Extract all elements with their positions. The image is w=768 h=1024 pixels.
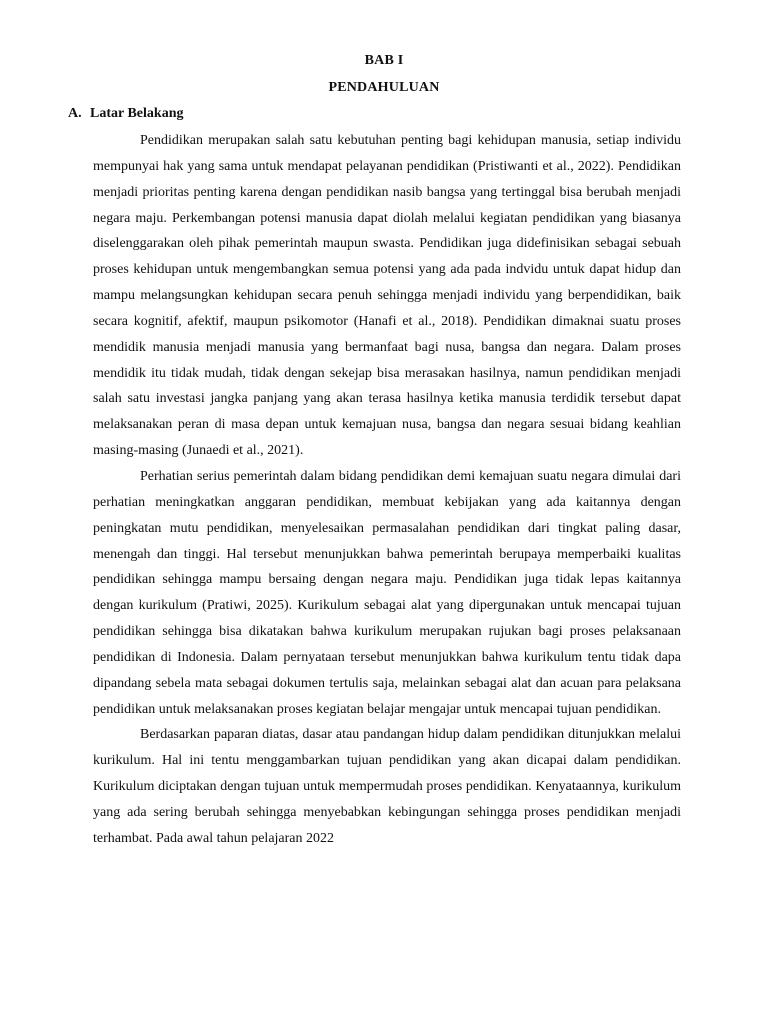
chapter-number: BAB I bbox=[364, 53, 404, 68]
paragraph-3: Berdasarkan paparan diatas, dasar atau pandangan hidup dalam pendidikan ditunjukkan melalui kurikulum. Hal ini tentu menggambarkan tujuan pendidikan yang akan dicapai dalam pendidikan. Kurikulum diciptakan dengan tujuan untuk mempermudah proses pendidikan. Kenyataannya, kurikulum yang ada sering berubah sehingga menyebabkan kebingungan sehingga proses pendidikan menjadi terhambat. Pada awal tahun pelajaran 2022 bbox=[93, 727, 681, 846]
body-text bbox=[93, 128, 681, 852]
section-letter: A. bbox=[68, 106, 82, 121]
chapter-title: PENDAHULUAN bbox=[328, 80, 440, 95]
section-heading bbox=[68, 106, 183, 122]
paragraph-1: Pendidikan merupakan salah satu kebutuhan penting bagi kehidupan manusia, setiap individu mempunyai hak yang sama untuk mendapat pelayanan pendidikan (Pristiwanti et al., 2022). Pendidikan menjadi prioritas penting karena dengan pendidikan nasib bangsa yang tertinggal bisa berubah menjadi negara maju. Perkembangan potensi manusia dapat diolah melalui kegiatan pendidikan yang biasanya diselenggarakan oleh pihak pemerintah maupun swasta. Pendidikan juga didefinisikan sebagai sebuah proses kehidupan untuk mengembangkan semua potensi yang ada pada indvidu untuk dapat hidup dan mampu melangsungkan kehidupan secara penuh sehingga menjadi individu yang berpendidikan, baik secara kognitif, afektif, maupun psikomotor (Hanafi et al., 2018). Pendidikan dimaknai suatu proses mendidik manusia menjadi manusia yang bermanfaat bagi nusa, bangsa dan negara. Dalam proses mendidik itu tidak mudah, tidak dengan sekejap bisa merasakan hasilnya, namun pendidikan menjadi salah satu investasi jangka panjang yang akan terasa hasilnya ketika manusia terdidik tersebut dapat melaksanakan peran di masa depan untuk kemajuan nusa, bangsa dan negara sesuai bidang keahlian masing-masing (Junaedi et al., 2021). bbox=[93, 133, 681, 459]
paragraph-2: Perhatian serius pemerintah dalam bidang pendidikan demi kemajuan suatu negara dimulai dari perhatian meningkatkan anggaran pendidikan, membuat kebijakan yang ada kaitannya dengan peningkatan mutu pendidikan, menyelesaikan permasalahan pendidikan dari tingkat paling dasar, menengah dan tinggi. Hal tersebut menunjukkan bahwa pemerintah berupaya memperbaiki kualitas pendidikan sehingga mampu bersaing dengan negara maju. Pendidikan juga tidak lepas kaitannya dengan kurikulum (Pratiwi, 2025). Kurikulum sebagai alat yang dipergunakan untuk mencapai tujuan pendidikan sehingga bisa dikatakan bahwa kurikulum merupakan rujukan bagi proses pelaksanaan pendidikan di Indonesia. Dalam pernyataan tersebut menunjukkan bahwa kurikulum tentu tidak dapa dipandang sebela mata sebagai dokumen tertulis saja, melainkan sebagai alat dan acuan para pelaksana pendidikan untuk melaksanakan proses kegiatan belajar mengajar untuk mencapai tujuan pendidikan. bbox=[93, 468, 681, 717]
section-title: Latar Belakang bbox=[90, 106, 184, 121]
